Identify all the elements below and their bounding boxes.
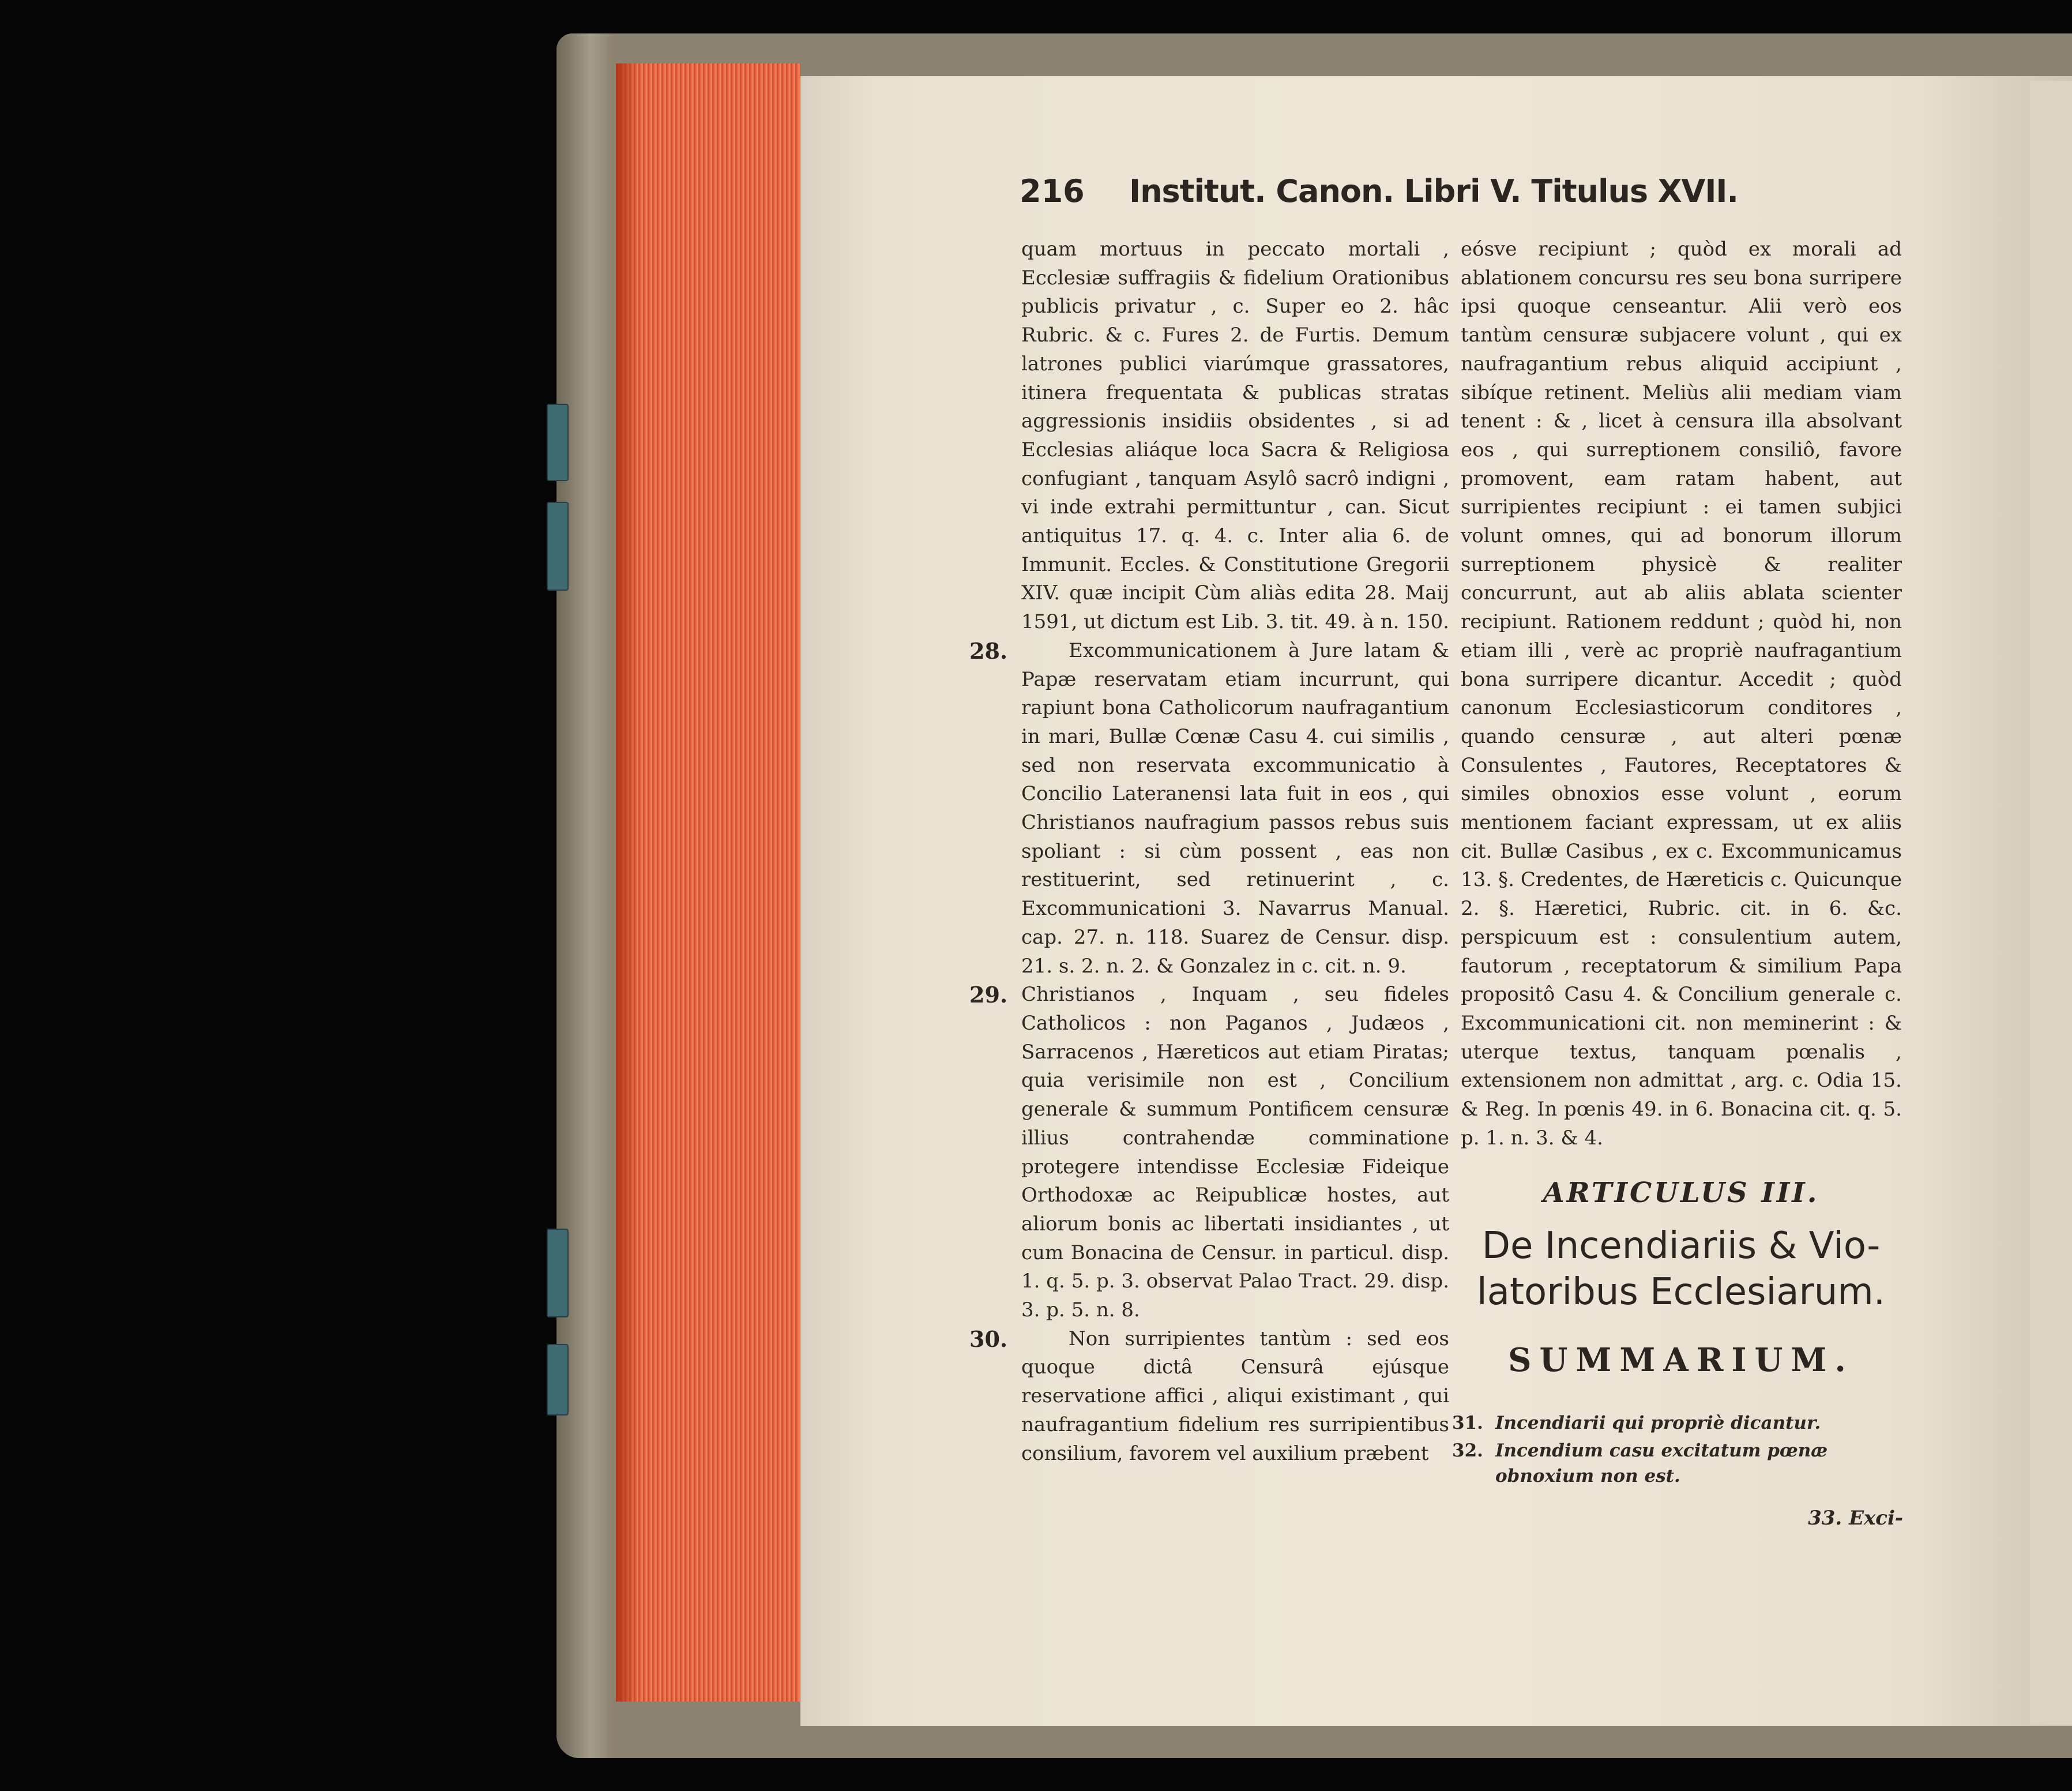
- paragraph-29: [969, 981, 1449, 1324]
- paragraph-text: Christianos , Inquam , seu fideles Catholicos : non Paganos , Judæos , Sarracenos , Hæreticos aut etiam Piratas; quia verisimile non est , Concilium generale & summum Pontificem censuræ illius contrahendæ comminatione protegere intendisse Ecclesiæ Fideique Orthodoxæ ac Reipublicæ hostes, aut aliorum bonis ac libertati insidiantes , ut cum Bonacina de Censur. in particul. disp. 1. q. 5. p. 3. observat Palao Tract. 29. disp. 3. p. 5. n. 8.: [1021, 983, 1449, 1322]
- bookmark-ribbon: [547, 1344, 569, 1415]
- next-page-edge: [2030, 81, 2072, 1725]
- summary-item: [1452, 1410, 1896, 1436]
- paragraph: quam mortuus in peccato mortali , Ecclesiæ suffragiis & fidelium Orationibus publicis privatur , c. Super eo 2. hâc Rubric. & c. Fures 2. de Furtis. Demum latrones publici viarúmque grassatores, itinera frequentata & publicas stratas aggressionis insidiis obsidentes , si ad Ecclesias aliáque loca Sacra & Religiosa confugiant , tanquam Asylô sacrô indigni , vi inde extrahi permittuntur , can. Sicut antiquitus 17. q. 4. c. Inter alia 6. de Immunit. Eccles. & Constitutione Gregorii XIV. quæ incipit Cùm aliàs edita 28. Maij 1591, ut dictum est Lib. 3. tit. 49. à n. 150.: [1021, 238, 1449, 634]
- summary-list: [1452, 1410, 1896, 1491]
- article-heading: ARTICULUS III.: [1543, 1177, 1819, 1209]
- bookmark-ribbon: [547, 1229, 569, 1317]
- summary-item-number: 32.: [1452, 1440, 1483, 1461]
- bookmark-ribbon: [547, 404, 569, 481]
- page-edges: [616, 63, 800, 1702]
- page-header: [1020, 173, 1753, 219]
- summary-item-text: Incendiarii qui propriè dicantur.: [1495, 1413, 1821, 1433]
- bookmark-ribbon: [547, 502, 569, 591]
- summary-item-text: Incendium casu excitatum pœnæ obnoxium non est.: [1495, 1440, 1828, 1486]
- paragraph-text: Excommunicationem à Jure latam & Papæ reservatam etiam incurrunt, qui rapiunt bona Catholicorum naufragantium in mari, Bullæ Cœnæ Casu 4. cui similis , sed non reservata excommunicatio à Concilio Lateranensi lata fuit in eos , qui Christianos naufragium passos rebus suis spoliant : si cùm possent , eas non restituerint, sed retinuerint , c. Excommunicationi 3. Navarrus Manual. cap. 27. n. 118. Suarez de Censur. disp. 21. s. 2. n. 2. & Gonzalez in c. cit. n. 9.: [1021, 639, 1449, 978]
- article-title-line: latoribus Ecclesiarum.: [1476, 1271, 1886, 1313]
- article-title-line: De Incendiariis & Vio-: [1481, 1225, 1881, 1267]
- right-column: [1461, 235, 1902, 1153]
- paragraph-number: 30.: [969, 1326, 1008, 1352]
- paragraph-number: 28.: [969, 637, 1008, 664]
- article-title: [1453, 1223, 1909, 1315]
- paragraph-text: Non surripientes tantùm : sed eos quoque dictâ Censurâ ejúsque reservatione affici , aliqui existimant , qui naufragantium fidelium res surripientibus consilium, favorem vel auxilium præbent: [1021, 1327, 1449, 1465]
- paragraph-30: [969, 1325, 1449, 1469]
- summary-item-number: 31.: [1452, 1413, 1483, 1433]
- paragraph: eósve recipiunt ; quòd ex morali ad ablationem concursu res seu bona surripere ipsi quoque censeantur. Alii verò eos tantùm censuræ subjacere volunt , qui ex naufragantium rebus aliquid accipiunt , sibíque retinent. Meliùs alii mediam viam tenent : & , licet à censura illa absolvant eos , qui surreptionem consiliô, favore promovent, eam ratam habent, aut surripientes recipiunt : ei tamen subjici volunt omnes, qui ad bonorum illorum surreptionem physicè & realiter concurrunt, aut ab aliis ablata scienter recipiunt. Rationem reddunt ; quòd hi, non etiam illi , verè ac propriè naufragantium bona surripere dicantur. Accedit ; quòd canonum Ecclesiasticorum conditores , quando censuræ , aut alteri pœnæ Consulentes , Fautores, Receptatores & similes obnoxios esse volunt , eorum mentionem faciant expressam, ut ex aliis cit. Bullæ Casibus , ex c. Excommunicamus 13. §. Credentes, de Hæreticis c. Quicunque 2. §. Hæretici, Rubric. cit. in 6. &c. perspicuum est : consulentium autem, fautorum , receptatorum & similium Papa propositô Casu 4. & Concilium generale c. Excommunicationi cit. non meminerint : & uterque textus, tanquam pœnalis , extensionem non admittat , arg. c. Odia 15. & Reg. In pœnis 49. in 6. Bonacina cit. q. 5. p. 1. n. 3. & 4.: [1461, 238, 1902, 1150]
- paragraph-number: 29.: [969, 982, 1008, 1008]
- page-number: 216: [1020, 173, 1085, 209]
- paragraph-28: [969, 637, 1449, 981]
- summary-item: [1452, 1438, 1896, 1489]
- catchword: 33. Exci-: [1808, 1507, 1903, 1530]
- summary-heading: SUMMARIUM.: [1508, 1341, 1854, 1379]
- running-title: Institut. Canon. Libri V. Titulus XVII.: [1129, 173, 1739, 209]
- left-column: [969, 235, 1449, 1468]
